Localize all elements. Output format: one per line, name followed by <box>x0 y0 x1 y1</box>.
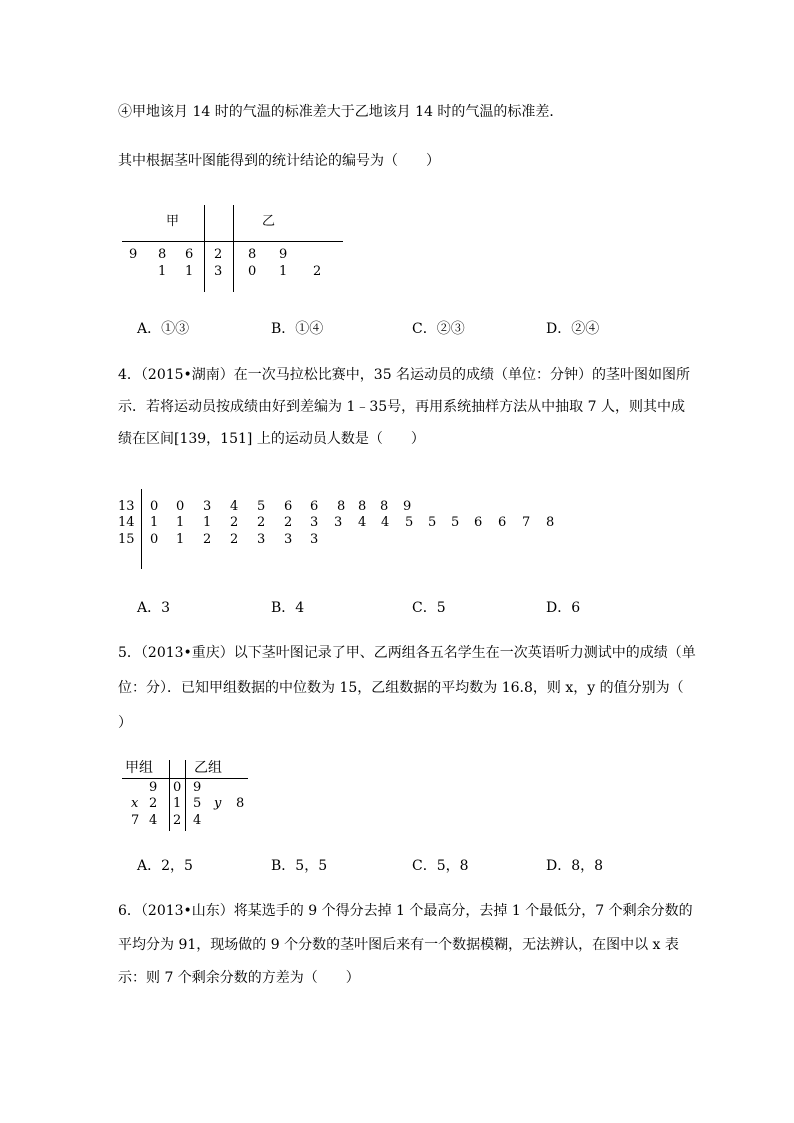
q4-leaf: 2 <box>284 515 293 530</box>
q4-stem: 13 <box>118 499 135 514</box>
q5-leaf-left: 9 <box>149 780 158 795</box>
q3-leaf-left: 6 <box>185 247 194 262</box>
q4-text-line-2: 示．若将运动员按成绩由好到差编为 1﹣35号，再用系统抽样方法从中抽取 7 人，则其中成 <box>118 399 685 415</box>
q4-leaf: 6 <box>474 515 483 530</box>
q4-leaf: 9 <box>403 499 412 514</box>
q5-leaf-right: 5 <box>193 796 202 811</box>
q5-option-a[interactable]: A．2，5 <box>137 858 193 874</box>
q4-leaf: 0 <box>150 532 159 547</box>
q4-stem: 14 <box>118 515 135 530</box>
q5-leaf-left: 7 <box>131 813 140 828</box>
q4-option-a[interactable]: A．3 <box>137 600 171 616</box>
q4-leaf: 0 <box>176 499 185 514</box>
q4-leaf: 1 <box>176 515 185 530</box>
q4-leaf: 4 <box>381 515 390 530</box>
q4-leaf: 7 <box>522 515 531 530</box>
q4-leaf: 2 <box>203 532 212 547</box>
q4-stem: 15 <box>118 532 135 547</box>
q4-option-d[interactable]: D．6 <box>546 600 581 616</box>
q4-leaf: 2 <box>230 515 239 530</box>
q5-leaf-right-y: y <box>214 796 222 811</box>
q4-leaf: 5 <box>428 515 437 530</box>
q5-stem: 1 <box>173 796 182 811</box>
q5-leaf-right: 8 <box>236 796 245 811</box>
q3-option-d[interactable]: D．②④ <box>546 321 600 337</box>
q3-option-c[interactable]: C．②③ <box>412 321 465 337</box>
q4-leaf: 8 <box>546 515 555 530</box>
q3-leaf-left: 9 <box>129 247 138 262</box>
q4-leaf: 2 <box>257 515 266 530</box>
q5-option-b[interactable]: B．5，5 <box>271 858 328 874</box>
q3-leaf-right: 1 <box>279 264 288 279</box>
q4-leaf: 6 <box>284 499 293 514</box>
q5-plot-divider-left <box>169 760 170 831</box>
q4-leaf: 3 <box>310 515 319 530</box>
q3-leaf-right: 0 <box>248 264 257 279</box>
q4-text-line-3: 绩在区间[139，151] 上的运动员人数是（ ） <box>118 431 425 447</box>
q4-leaf: 8 <box>380 499 389 514</box>
q3-leaf-left: 1 <box>185 264 194 279</box>
q5-option-d[interactable]: D．8，8 <box>546 858 604 874</box>
q5-stem: 2 <box>173 813 182 828</box>
q4-option-c[interactable]: C．5 <box>412 600 446 616</box>
q3-stem: 2 <box>214 247 223 262</box>
q4-leaf: 1 <box>150 515 159 530</box>
q3-plot-header-left: 甲 <box>166 214 180 229</box>
q4-leaf: 3 <box>203 499 212 514</box>
q4-option-b[interactable]: B．4 <box>271 600 305 616</box>
q4-leaf: 3 <box>257 532 266 547</box>
q5-plot-header-left: 甲组 <box>125 760 153 776</box>
q4-text-line-1: 4．（2015•湖南）在一次马拉松比赛中，35 名运动员的成绩（单位：分钟）的茎叶图如图所 <box>118 367 691 383</box>
q4-leaf: 5 <box>405 515 414 530</box>
q3-option-a[interactable]: A．①③ <box>137 321 190 337</box>
q5-leaf-right: 9 <box>193 780 202 795</box>
q5-leaf-left: 2 <box>149 796 158 811</box>
q4-leaf: 8 <box>337 499 346 514</box>
q4-leaf: 3 <box>284 532 293 547</box>
q3-plot-divider-left <box>204 205 205 292</box>
q4-leaf: 5 <box>451 515 460 530</box>
q4-leaf: 1 <box>203 515 212 530</box>
q4-leaf: 6 <box>310 499 319 514</box>
q6-text-line-2: 平均分为 91，现场做的 9 个分数的茎叶图后来有一个数据模糊，无法辨认，在图中以 x 表 <box>118 937 679 953</box>
q3-question: 其中根据茎叶图能得到的统计结论的编号为（ ） <box>118 153 440 169</box>
q5-leaf-left-x: x <box>131 796 139 811</box>
q4-leaf: 6 <box>498 515 507 530</box>
q3-leaf-left: 1 <box>158 264 167 279</box>
q5-plot-header-right: 乙组 <box>194 760 222 776</box>
q5-text-line-3: ） <box>118 715 132 731</box>
q3-plot-header-right: 乙 <box>262 214 276 229</box>
q3-leaf-left: 8 <box>158 247 167 262</box>
q4-plot-divider <box>141 489 142 569</box>
q5-leaf-left: 4 <box>149 813 158 828</box>
q3-leaf-right: 8 <box>248 247 257 262</box>
q4-leaf: 8 <box>358 499 367 514</box>
q3-stem: 3 <box>214 264 223 279</box>
q4-leaf: 4 <box>230 499 239 514</box>
q4-leaf: 3 <box>334 515 343 530</box>
q3-leaf-right: 2 <box>313 264 322 279</box>
q3-option-b[interactable]: B．①④ <box>271 321 324 337</box>
q5-text-line-2: 位：分）．已知甲组数据的中位数为 15，乙组数据的平均数为 16.8，则 x，y 的值分别为（ <box>118 680 684 696</box>
q5-stem: 0 <box>173 780 182 795</box>
q3-leaf-right: 9 <box>279 247 288 262</box>
q4-leaf: 3 <box>310 532 319 547</box>
q4-leaf: 2 <box>230 532 239 547</box>
q6-text-line-3: 示：则 7 个剩余分数的方差为（ ） <box>118 970 360 986</box>
q5-leaf-right: 4 <box>193 813 202 828</box>
q6-text-line-1: 6．（2013•山东）将某选手的 9 个得分去掉 1 个最高分，去掉 1 个最低分，7 个剩余分数的 <box>118 903 693 919</box>
q5-text-line-1: 5．（2013•重庆）以下茎叶图记录了甲、乙两组各五名学生在一次英语听力测试中的成绩（单 <box>118 645 696 661</box>
q4-leaf: 5 <box>257 499 266 514</box>
q4-leaf: 0 <box>150 499 159 514</box>
q4-leaf: 1 <box>176 532 185 547</box>
q4-leaf: 4 <box>358 515 367 530</box>
q5-plot-divider-right <box>185 760 186 831</box>
q3-statement-4: ④甲地该月 14 时的气温的标准差大于乙地该月 14 时的气温的标准差． <box>118 104 564 120</box>
q3-plot-divider-right <box>233 205 234 292</box>
q5-option-c[interactable]: C．5，8 <box>412 858 469 874</box>
